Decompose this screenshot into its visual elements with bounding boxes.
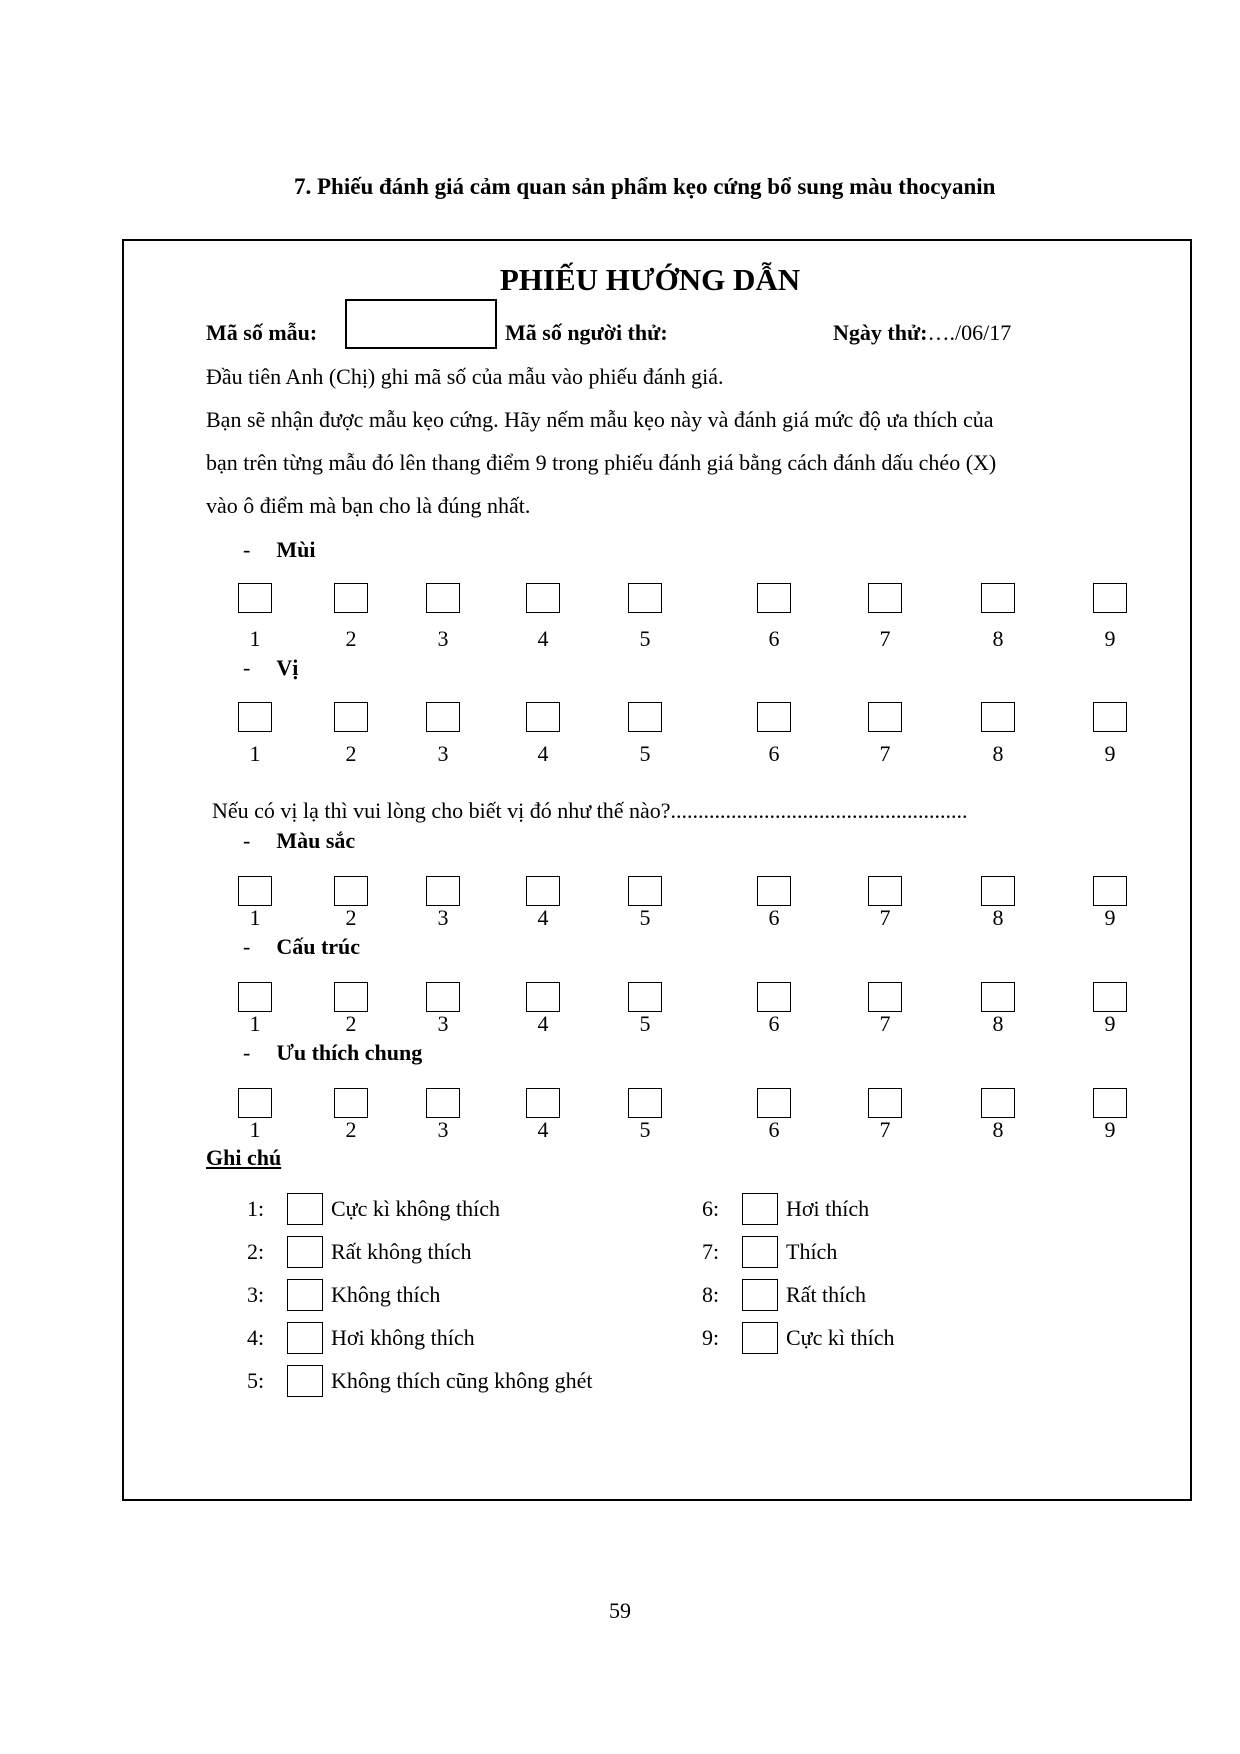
legend-number: 6: <box>702 1196 720 1221</box>
sample-code-input[interactable] <box>345 299 497 349</box>
scale-number: 9 <box>1104 1011 1116 1036</box>
legend-box <box>287 1365 323 1397</box>
rating-checkbox-overall-6[interactable] <box>757 1088 791 1118</box>
rating-checkbox-color-8[interactable] <box>981 876 1015 906</box>
criterion-dash: - <box>243 934 251 959</box>
criterion-label: Vị <box>276 655 299 680</box>
scale-number: 2 <box>345 905 357 930</box>
criterion-texture <box>243 934 360 960</box>
off-taste-question: Nếu có vị lạ thì vui lòng cho biết vị đó như thế nào?...................................................... <box>212 798 968 823</box>
scale-number: 1 <box>249 1011 261 1036</box>
scale-number: 6 <box>768 626 780 651</box>
rating-checkbox-overall-4[interactable] <box>526 1088 560 1118</box>
scale-number: 5 <box>639 905 651 930</box>
rating-checkbox-texture-8[interactable] <box>981 982 1015 1012</box>
criterion-smell <box>243 537 315 563</box>
scale-number: 2 <box>345 741 357 766</box>
scale-number: 5 <box>639 1117 651 1142</box>
tester-code-label: Mã số người thử: <box>505 320 668 345</box>
rating-checkbox-smell-5[interactable] <box>628 583 662 613</box>
scale-number: 7 <box>879 1011 891 1036</box>
scale-number: 7 <box>879 905 891 930</box>
scale-number: 4 <box>537 1011 549 1036</box>
scale-number: 2 <box>345 626 357 651</box>
scale-number: 3 <box>437 741 449 766</box>
scale-number: 8 <box>992 741 1004 766</box>
legend-item <box>702 1279 866 1311</box>
rating-checkbox-color-4[interactable] <box>526 876 560 906</box>
rating-checkbox-texture-1[interactable] <box>238 982 272 1012</box>
scale-number: 5 <box>639 1011 651 1036</box>
legend-box <box>287 1236 323 1268</box>
rating-checkbox-overall-8[interactable] <box>981 1088 1015 1118</box>
legend-number: 1: <box>247 1196 265 1221</box>
rating-checkbox-overall-2[interactable] <box>334 1088 368 1118</box>
legend-box <box>742 1236 778 1268</box>
criterion-label: Màu sắc <box>276 828 356 853</box>
rating-checkbox-texture-3[interactable] <box>426 982 460 1012</box>
legend-number: 5: <box>247 1368 265 1393</box>
legend-text: Thích <box>786 1239 838 1264</box>
scale-number: 3 <box>437 905 449 930</box>
test-date-label: Ngày thử: <box>833 320 928 345</box>
criterion-dash: - <box>243 828 251 853</box>
criterion-dash: - <box>243 1040 251 1065</box>
rating-checkbox-smell-9[interactable] <box>1093 583 1127 613</box>
scale-number: 8 <box>992 626 1004 651</box>
scale-number: 3 <box>437 1117 449 1142</box>
legend-box <box>742 1322 778 1354</box>
scale-number: 1 <box>249 741 261 766</box>
rating-checkbox-taste-4[interactable] <box>526 702 560 732</box>
scale-number: 2 <box>345 1011 357 1036</box>
scale-number: 1 <box>249 905 261 930</box>
rating-checkbox-taste-2[interactable] <box>334 702 368 732</box>
rating-checkbox-texture-9[interactable] <box>1093 982 1127 1012</box>
rating-checkbox-smell-2[interactable] <box>334 583 368 613</box>
scale-number: 9 <box>1104 905 1116 930</box>
legend-number: 4: <box>247 1325 265 1350</box>
scale-number: 4 <box>537 905 549 930</box>
rating-checkbox-overall-1[interactable] <box>238 1088 272 1118</box>
legend-box <box>287 1193 323 1225</box>
scale-number: 6 <box>768 1011 780 1036</box>
rating-checkbox-color-9[interactable] <box>1093 876 1127 906</box>
criterion-dash: - <box>243 537 251 562</box>
rating-checkbox-taste-7[interactable] <box>868 702 902 732</box>
criterion-taste <box>243 655 298 681</box>
rating-checkbox-overall-3[interactable] <box>426 1088 460 1118</box>
rating-checkbox-taste-5[interactable] <box>628 702 662 732</box>
rating-checkbox-smell-3[interactable] <box>426 583 460 613</box>
criterion-overall <box>243 1040 422 1066</box>
rating-checkbox-taste-3[interactable] <box>426 702 460 732</box>
instruction-line-2: Bạn sẽ nhận được mẫu kẹo cứng. Hãy nếm mẫu kẹo này và đánh giá mức độ ưa thích của <box>206 407 994 432</box>
rating-checkbox-texture-7[interactable] <box>868 982 902 1012</box>
scale-number: 4 <box>537 626 549 651</box>
rating-checkbox-color-7[interactable] <box>868 876 902 906</box>
legend-item <box>702 1236 837 1268</box>
scale-number: 6 <box>768 905 780 930</box>
legend-item <box>247 1279 440 1311</box>
legend-text: Rất thích <box>786 1282 867 1307</box>
legend-item <box>247 1365 593 1397</box>
scale-number: 8 <box>992 1117 1004 1142</box>
legend-number: 7: <box>702 1239 720 1264</box>
scale-number: 7 <box>879 1117 891 1142</box>
criterion-color <box>243 828 355 854</box>
legend-text: Cực kì thích <box>786 1325 895 1350</box>
rating-checkbox-taste-9[interactable] <box>1093 702 1127 732</box>
legend-number: 8: <box>702 1282 720 1307</box>
scale-number: 9 <box>1104 1117 1116 1142</box>
rating-checkbox-overall-9[interactable] <box>1093 1088 1127 1118</box>
legend-box <box>287 1322 323 1354</box>
scale-number: 6 <box>768 741 780 766</box>
rating-checkbox-taste-6[interactable] <box>757 702 791 732</box>
rating-checkbox-color-2[interactable] <box>334 876 368 906</box>
legend-box <box>742 1193 778 1225</box>
sample-code-label: Mã số mẫu: <box>206 320 318 345</box>
legend-box <box>742 1279 778 1311</box>
rating-checkbox-smell-4[interactable] <box>526 583 560 613</box>
rating-checkbox-texture-6[interactable] <box>757 982 791 1012</box>
criterion-dash: - <box>243 655 251 680</box>
criterion-label: Mùi <box>276 537 316 562</box>
scale-number: 3 <box>437 626 449 651</box>
rating-checkbox-color-1[interactable] <box>238 876 272 906</box>
page-number: 59 <box>609 1598 631 1623</box>
instruction-line-1: Đầu tiên Anh (Chị) ghi mã số của mẫu vào phiếu đánh giá. <box>206 364 724 389</box>
criterion-label: Cấu trúc <box>276 934 361 959</box>
section-heading: 7. Phiếu đánh giá cảm quan sản phẩm kẹo cứng bổ sung màu thocyanin <box>294 174 996 199</box>
rating-checkbox-texture-4[interactable] <box>526 982 560 1012</box>
scale-number: 5 <box>639 741 651 766</box>
note-title: Ghi chú <box>206 1145 282 1170</box>
legend-text: Hơi không thích <box>331 1325 475 1350</box>
legend-text: Rất không thích <box>331 1239 472 1264</box>
scale-number: 3 <box>437 1011 449 1036</box>
legend-text: Không thích cũng không ghét <box>331 1368 593 1393</box>
legend-item <box>247 1322 475 1354</box>
legend-number: 9: <box>702 1325 720 1350</box>
rating-checkbox-texture-5[interactable] <box>628 982 662 1012</box>
legend-text: Cực kì không thích <box>331 1196 500 1221</box>
scale-number: 8 <box>992 1011 1004 1036</box>
scale-number: 5 <box>639 626 651 651</box>
scale-number: 4 <box>537 741 549 766</box>
rating-checkbox-smell-6[interactable] <box>757 583 791 613</box>
rating-checkbox-smell-1[interactable] <box>238 583 272 613</box>
rating-checkbox-taste-1[interactable] <box>238 702 272 732</box>
rating-checkbox-smell-8[interactable] <box>981 583 1015 613</box>
scale-number: 7 <box>879 626 891 651</box>
rating-checkbox-overall-5[interactable] <box>628 1088 662 1118</box>
instruction-line-4: vào ô điểm mà bạn cho là đúng nhất. <box>206 493 531 518</box>
legend-number: 2: <box>247 1239 265 1264</box>
rating-checkbox-overall-7[interactable] <box>868 1088 902 1118</box>
legend-item <box>702 1322 894 1354</box>
test-date-value: …./06/17 <box>927 320 1012 345</box>
scale-number: 2 <box>345 1117 357 1142</box>
scale-number: 6 <box>768 1117 780 1142</box>
legend-item <box>702 1193 869 1225</box>
rating-checkbox-color-6[interactable] <box>757 876 791 906</box>
rating-checkbox-texture-2[interactable] <box>334 982 368 1012</box>
scale-number: 8 <box>992 905 1004 930</box>
instruction-line-3: bạn trên từng mẫu đó lên thang điểm 9 trong phiếu đánh giá bằng cách đánh dấu chéo (X) <box>206 450 997 475</box>
test-date <box>833 320 1011 346</box>
scale-number: 9 <box>1104 626 1116 651</box>
scale-number: 4 <box>537 1117 549 1142</box>
legend-text: Không thích <box>331 1282 441 1307</box>
criterion-label: Ưu thích chung <box>276 1040 423 1065</box>
scale-number: 1 <box>249 626 261 651</box>
rating-checkbox-smell-7[interactable] <box>868 583 902 613</box>
legend-item <box>247 1193 500 1225</box>
rating-checkbox-color-3[interactable] <box>426 876 460 906</box>
legend-box <box>287 1279 323 1311</box>
scale-number: 9 <box>1104 741 1116 766</box>
rating-checkbox-taste-8[interactable] <box>981 702 1015 732</box>
legend-number: 3: <box>247 1282 265 1307</box>
form-title: PHIẾU HƯỚNG DẪN <box>499 262 801 297</box>
legend-text: Hơi thích <box>786 1196 870 1221</box>
scale-number: 1 <box>249 1117 261 1142</box>
legend-item <box>247 1236 472 1268</box>
rating-checkbox-color-5[interactable] <box>628 876 662 906</box>
scale-number: 7 <box>879 741 891 766</box>
